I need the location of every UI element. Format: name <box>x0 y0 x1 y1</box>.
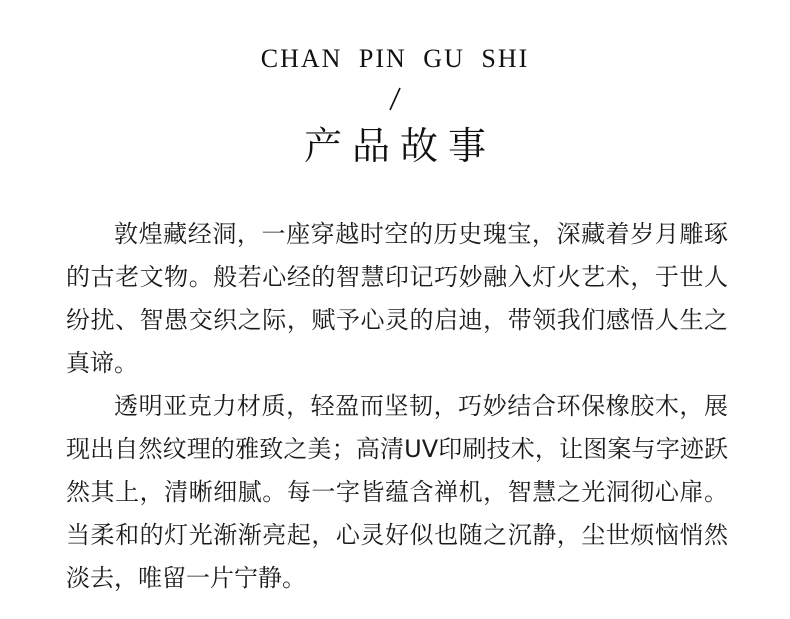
section-pinyin-heading: CHAN PIN GU SHI <box>260 44 530 73</box>
slash-divider-icon <box>385 86 405 112</box>
section-title: 产品故事 <box>303 124 496 168</box>
story-paragraph-1: 敦煌藏经洞，一座穿越时空的历史瑰宝，深藏着岁月雕琢的古老文物。般若心经的智慧印记巧妙融入灯火艺术，于世人纷扰、智愚交织之际，赋予心灵的启迪，带领我们感悟人生之真谛。 <box>66 220 728 377</box>
story-paragraph-2: 透明亚克力材质，轻盈而坚韧，巧妙结合环保橡胶木，展现出自然纹理的雅致之美；高清UV印刷技术，让图案与字迹跃然其上，清晰细腻。每一字皆蕴含禅机，智慧之光洞彻心扉。当柔和的灯光渐渐亮起，心灵好似也随之沉静，尘世烦恼悄然淡去，唯留一片宁静。 <box>66 392 728 592</box>
story-body <box>66 213 728 600</box>
